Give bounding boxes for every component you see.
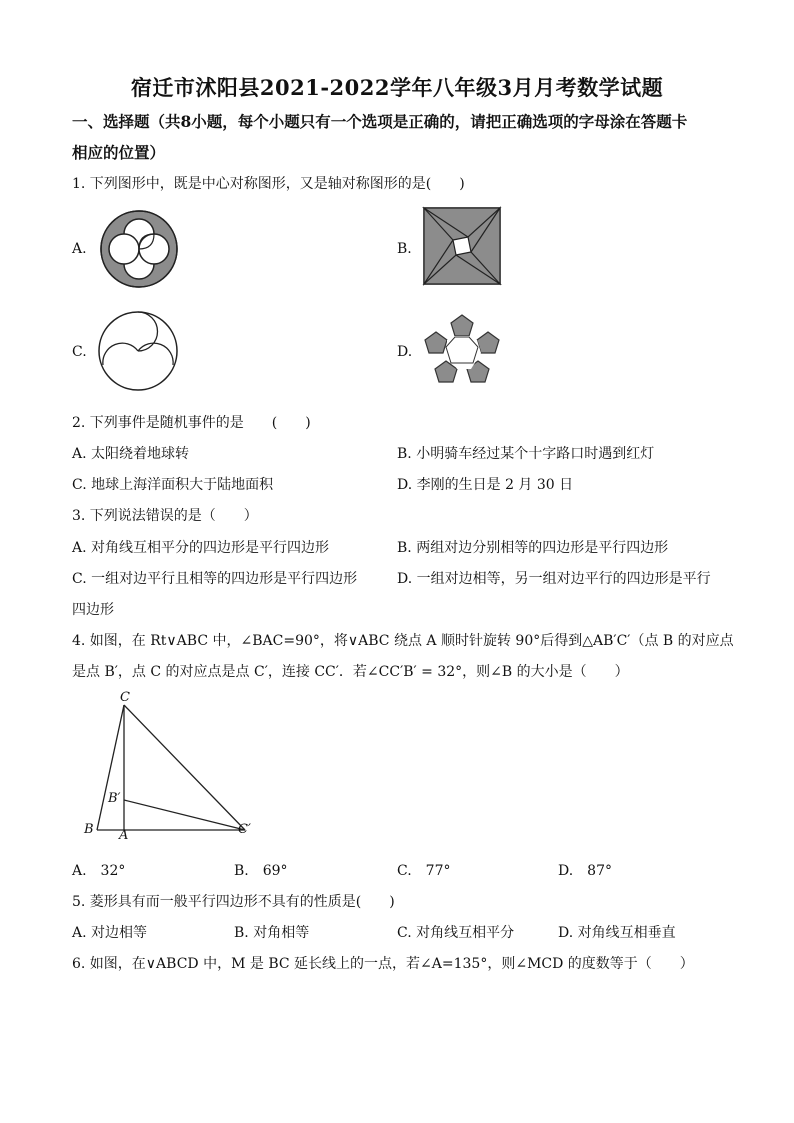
question-5-stem: 5. 菱形具有而一般平行四边形不具有的性质是( ) [72, 894, 395, 910]
q5-option-d: D. 对角线互相垂直 [558, 925, 676, 941]
figure-label-b: B [84, 822, 94, 837]
pinwheel-square-figure-icon [423, 207, 501, 285]
question-3-stem: 3. 下列说法错误的是（ ） [72, 508, 258, 524]
q3-option-b: B. 两组对边分别相等的四边形是平行四边形 [397, 540, 669, 556]
question-4-stem-line1: 4. 如图，在 Rt∨ABC 中，∠BAC=90°，将∨ABC 绕点 A 顺时针旋转 90°后得到△AB′C′（点 B 的对应点 [72, 633, 734, 649]
q5-option-c: C. 对角线互相平分 [397, 925, 515, 941]
q3-option-a: A. 对角线互相平分的四边形是平行四边形 [72, 540, 330, 556]
q3-option-d-wrap: 四边形 [72, 602, 114, 618]
four-petal-circle-figure-icon [99, 209, 179, 289]
q1-option-c-letter: C. [72, 344, 87, 360]
five-pentagon-ring-figure-icon [420, 313, 504, 385]
figure-label-c-prime: C′ [238, 822, 251, 837]
q3-option-c: C. 一组对边平行且相等的四边形是平行四边形 [72, 571, 358, 587]
q2-option-c: C. 地球上海洋面积大于陆地面积 [72, 477, 274, 493]
section-heading-line2: 相应的位置） [72, 143, 166, 162]
q1-option-a-letter: A. [72, 241, 87, 257]
q4-option-b: B. 69° [234, 863, 288, 879]
section-heading-line1: 一、选择题（共8小题，每个小题只有一个选项是正确的，请把正确选项的字母涂在答题卡 [72, 112, 688, 131]
q2-option-b: B. 小明骑车经过某个十字路口时遇到红灯 [397, 446, 655, 462]
q1-option-d-letter: D. [397, 344, 413, 360]
q4-option-a: A. 32° [72, 863, 126, 879]
q2-option-d: D. 李刚的生日是 2 月 30 日 [397, 477, 574, 493]
figure-label-b-prime: B′ [108, 791, 121, 806]
page-title: 宿迁市沭阳县2021-2022学年八年级3月月考数学试题 [130, 75, 664, 100]
figure-label-c: C [120, 690, 130, 705]
q5-option-a: A. 对边相等 [72, 925, 148, 941]
q4-option-d: D. 87° [558, 863, 612, 879]
question-4-stem-line2: 是点 B′，点 C 的对应点是点 C′，连接 CC′．若∠CC′B′ = 32°，则∠B 的大小是（ ） [72, 664, 629, 680]
three-swirl-circle-figure-icon [97, 310, 179, 392]
question-6-stem: 6. 如图，在∨ABCD 中，M 是 BC 延长线上的一点，若∠A=135°，则∠MCD 的度数等于（ ） [72, 956, 694, 972]
q1-option-b-letter: B. [397, 241, 412, 257]
figure-label-a: A [119, 828, 129, 843]
q4-option-c: C. 77° [397, 863, 451, 879]
question-1-stem: 1. 下列图形中，既是中心对称图形，又是轴对称图形的是( ) [72, 176, 465, 192]
question-2-stem: 2. 下列事件是随机事件的是 ( ) [72, 415, 311, 431]
q2-option-a: A. 太阳绕着地球转 [72, 446, 190, 462]
q3-option-d: D. 一组对边相等，另一组对边平行的四边形是平行 [397, 571, 711, 587]
q5-option-b: B. 对角相等 [234, 925, 310, 941]
